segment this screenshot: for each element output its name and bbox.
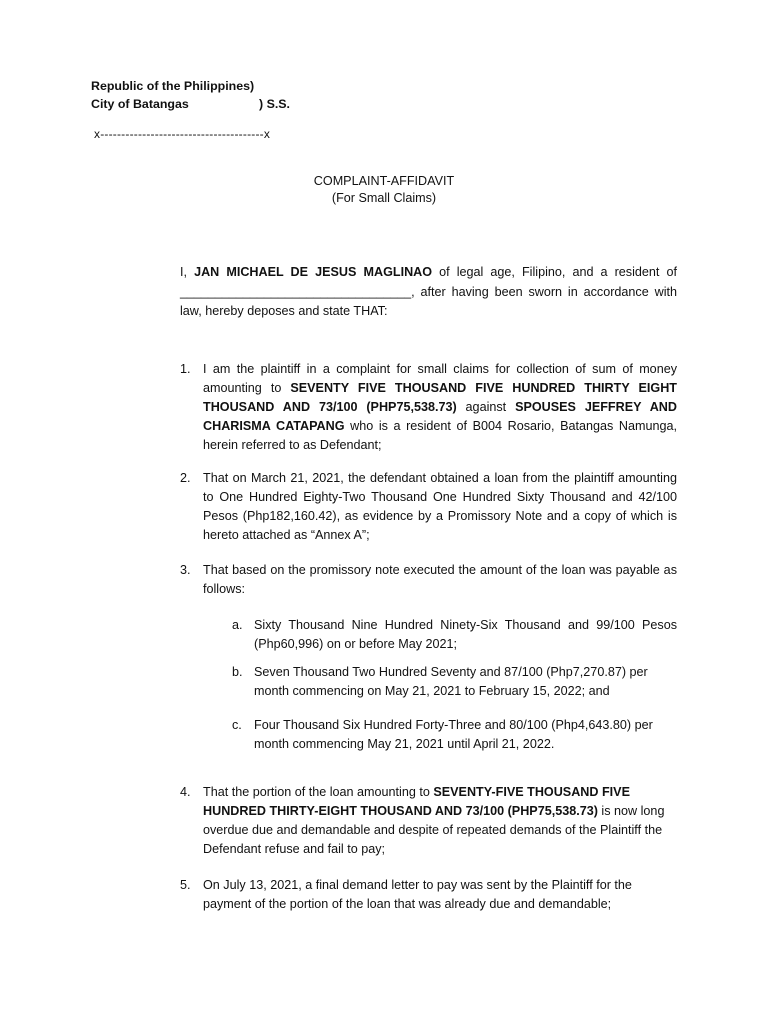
venue-line-city <box>91 97 290 111</box>
item-text: against <box>456 400 516 414</box>
item-number: 1. <box>180 362 191 376</box>
item-amount: SEVENTY FIVE THOUSAND FIVE HUNDRED THIRTY EIGHT THOUSAND AND 73/100 (PHP75,538.73) <box>203 381 677 414</box>
caption-separator: x---------------------------------------x <box>94 127 271 141</box>
sub-item-b <box>232 663 677 701</box>
document-title: COMPLAINT-AFFIDAVIT <box>313 174 455 188</box>
item-body <box>203 360 677 455</box>
item-text: is now long overdue due and demandable and despite of repeated demands of the Plaintiff the Defendant refuse and fail to pay; <box>203 804 665 856</box>
numbered-item-5 <box>180 876 677 914</box>
item-body: On July 13, 2021, a final demand letter to pay was sent by the Plaintiff for the payment of the portion of the loan that was already due and demandable; <box>203 878 632 911</box>
item-number: 3. <box>180 563 191 577</box>
sub-item-letter: c. <box>232 718 242 732</box>
sub-item-letter: a. <box>232 618 243 632</box>
sub-item-a <box>232 616 677 654</box>
item-amount: SEVENTY-FIVE THOUSAND FIVE HUNDRED THIRTY-EIGHT THOUSAND AND 73/100 (PHP75,538.73) <box>203 785 630 818</box>
numbered-item-3 <box>180 561 677 599</box>
venue-ss: ) S.S. <box>259 97 290 111</box>
item-number: 5. <box>180 878 191 892</box>
numbered-item-1 <box>180 360 677 455</box>
numbered-item-2 <box>180 469 677 545</box>
item-text: That the portion of the loan amounting to <box>203 785 434 799</box>
venue-line-republic: Republic of the Philippines) <box>91 79 255 93</box>
item-body: That on March 21, 2021, the defendant obtained a loan from the plaintiff amounting to One Hundred Eighty-Two Thousand One Hundred Sixty Thousand and 42/100 Pesos (Php182,160.42), as evidence by a Promissory Note and a copy of which is hereto attached as “Annex A”; <box>203 471 677 542</box>
sub-item-c <box>232 716 677 754</box>
sub-item-body: Seven Thousand Two Hundred Seventy and 87/100 (Php7,270.87) per month commencing on May 21, 2021 to February 15, 2022; and <box>254 665 648 698</box>
item-body <box>203 783 677 859</box>
venue-city: City of Batangas <box>91 97 189 111</box>
intro-text-2: of legal age, Filipino, and a resident of _________________________________, after having been sworn in accordance with law, hereby deposes and state THAT: <box>180 265 677 318</box>
defendant-name: SPOUSES JEFFREY AND CHARISMA CATAPANG <box>203 400 677 433</box>
item-text: who is a resident of B004 Rosario, Batangas Namunga, herein referred to as Defendant; <box>203 419 677 452</box>
item-body: That based on the promissory note executed the amount of the loan was payable as follows: <box>203 563 677 596</box>
intro-paragraph <box>180 263 677 322</box>
sub-item-body: Sixty Thousand Nine Hundred Ninety-Six Thousand and 99/100 Pesos (Php60,996) on or before May 2021; <box>254 618 677 651</box>
item-number: 4. <box>180 785 191 799</box>
numbered-item-4 <box>180 783 677 859</box>
sub-item-letter: b. <box>232 665 243 679</box>
item-text: I am the plaintiff in a complaint for small claims for collection of sum of money amounting to <box>203 362 677 395</box>
item-number: 2. <box>180 471 191 485</box>
intro-text-1: I, <box>180 265 195 279</box>
affiant-name: JAN MICHAEL DE JESUS MAGLINAO <box>194 265 433 279</box>
sub-item-body: Four Thousand Six Hundred Forty-Three and 80/100 (Php4,643.80) per month commencing May 21, 2021 until April 21, 2022. <box>254 718 653 751</box>
document-subtitle: (For Small Claims) <box>331 191 437 205</box>
